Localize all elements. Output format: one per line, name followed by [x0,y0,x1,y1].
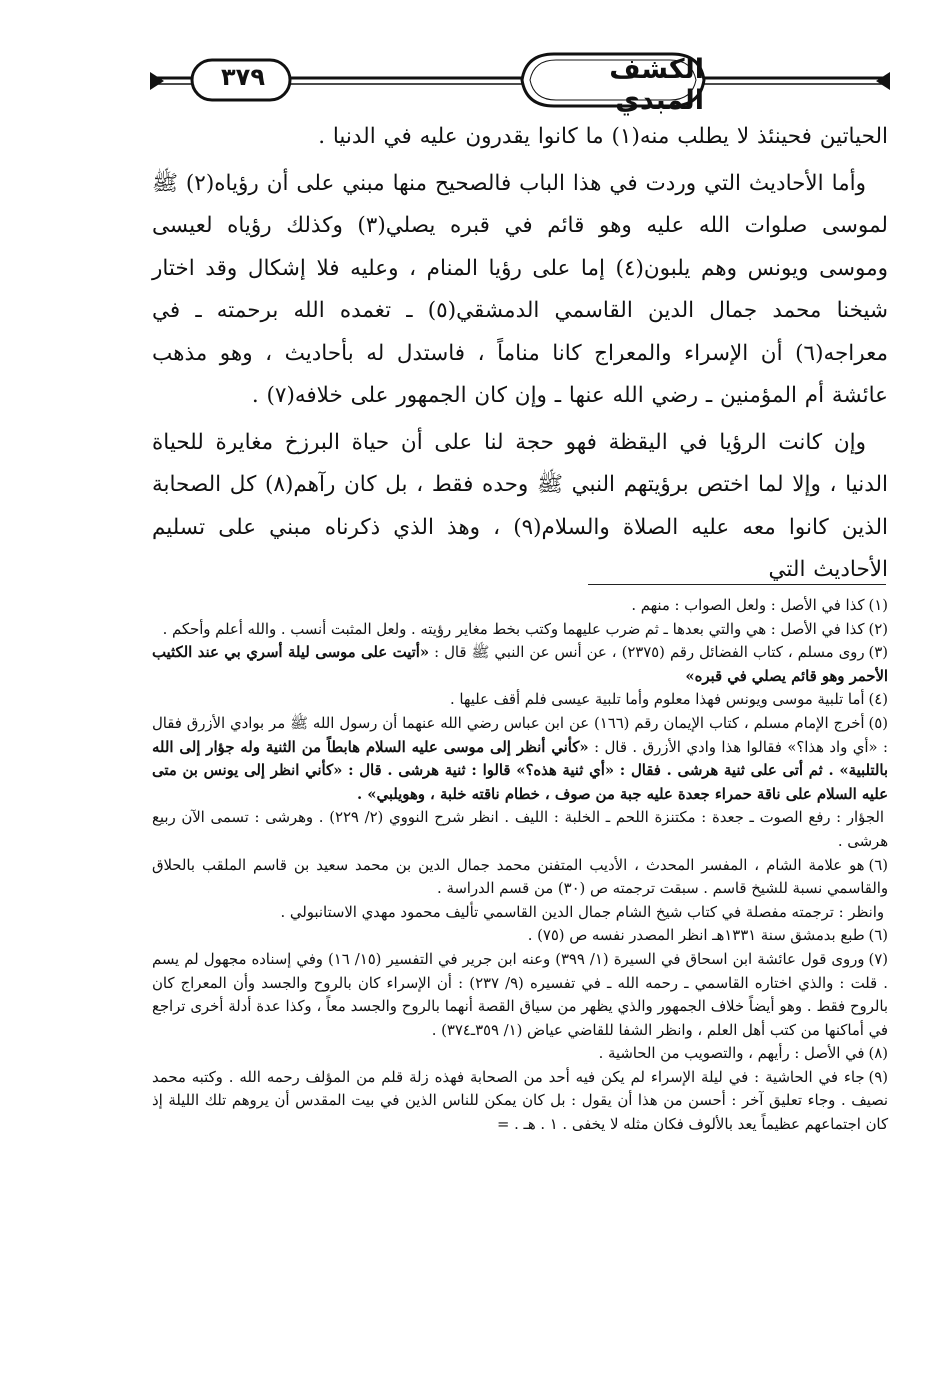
page-number: ٣٧٩ [221,63,265,91]
main-paragraph: وأما الأحاديث التي وردت في هذا الباب فالصحيح منها مبني على أن رؤياه(٢) ﷺ لموسى صلوات الله عليه وهو قائم في قبره يصلي(٣) وكذلك رؤياه لعيسى وموسى ويونس وهم يلبون(٤) إما على رؤيا المنام ، وعليه فلا إشكال وقد اختار شيخنا محمد جمال الدين القاسمي الدمشقي(٥) ـ تغمده الله برحمته ـ في معراجه(٦) أن الإسراء والمعراج كانا مناماً ، فاستدل له بأحاديث ، وهو مذهب عائشة أم المؤمنين ـ رضي الله عنها ـ وإن كان الجمهور على خلافه(٧) . [152,170,889,408]
footnote-number: (٨) [868,1045,888,1063]
footnote-quote: «كأني أنظر إلى موسى عليه السلام هابطاً من الثنية وله جؤار إلى الله بالتلبية» . ثم أتى على ثنية هرشى . فقال : «أي ثنية هذه؟» قالوا : ثنية هرشى . قال : «كأني انظر إلى يونس بن متى عليه السلام على ناقة حمراء جعدة عليه جبة من صوف ، خطام ناقته خلبة ، وهويلبي» . [152,738,888,803]
footnote-number: (٤) [868,691,888,709]
footnote-text: هو علامة الشام ، المفسر المحدث ، الأديب المتفنن محمد جمال الدين بن محمد سعيد بن قاسم الملقب بالحلاق والقاسمي نسبة للشيخ قاسم . سبقت ترجمته ص (٣٠) من قسم الدراسة . [152,856,888,898]
footnote [152,641,888,688]
footnote [152,1066,888,1137]
footnote-number: (٧) [868,950,888,968]
footnote-text: في الأصل : رأيهم ، والتصويب من الحاشية . [598,1045,865,1063]
footnote-text: طبع بدمشق سنة ١٣٣١هـ انظر المصدر نفسه ص (٧٥) . [527,927,865,945]
footnote-text: أما تلبية موسى ويونس فهذا معلوم وأما تلبية عيسى فلم أقف عليها . [449,691,865,709]
footnote-text: كذا في الأصل : هي والتي بعدها ـ ثم ضرب عليهما وكتب بخط مغاير رؤيته . ولعل المثبت أنسب . والله أعلم وأحكم . [162,620,865,638]
footnote-number: (٣) [868,644,888,662]
main-paragraph: الحياتين فحينئذ لا يطلب منه(١) ما كانوا يقدرون عليه في الدنيا . [318,124,888,149]
footnote-number: (٩) [868,1068,888,1086]
footnotes [152,594,888,1137]
footnote-text: جاء في الحاشية : في ليلة الإسراء لم يكن فيه أحد من الصحابة فهذه زلة قلم من المؤلف رحمه الله . وكتبه محمد نصيف . وجاء تعليق آخر : أحسن من هذا أن يقول : بل كان يمكن للناس الذين في بيت المقدس أن يروهم تلك الليلة إذ كان اجتماعهم عظيماً يعد بالألوف فكان مثله لا يخفى . ١ . هـ . = [152,1068,888,1134]
footnote [152,594,888,618]
footnote-text: وانظر : ترجمته مفصلة في كتاب شيخ الشام جمال الدين القاسمي تأليف محمود مهدي الاستانبولي . [280,903,884,921]
footnote-number: (٦) [868,927,888,945]
footnote [152,1042,888,1066]
footnote-number: (٥) [868,714,888,732]
footnote [152,618,888,642]
footnote [152,688,888,712]
footnote [152,854,888,901]
footnote-text: أخرج الإمام مسلم ، كتاب الإيمان رقم (١٦٦) عن ابن عباس رضي الله عنهما أن رسول الله ﷺ مر بوادي الأزرق فقال : «أي واد هذا؟» فقالوا هذا وادي الأزرق . قال : [152,714,888,756]
main-paragraph: وإن كانت الرؤيا في اليقظة فهو حجة لنا على أن حياة البرزخ مغايرة للحياة الدنيا ، وإلا لما اختص برؤيتهم النبي ﷺ وحده فقط ، بل كان رآهم(٨) كل الصحابة الذين كانوا معه عليه الصلاة والسلام(٩) ، وهذ الذي ذكرناه مبني على تسليم الأحاديث التي [152,429,889,582]
footnote-number: (١) [868,597,888,614]
footnote-divider [588,584,886,585]
footnote [152,806,888,853]
footnote [152,901,888,925]
footnote-text: روى مسلم ، كتاب الفضائل رقم (٢٣٧٥) ، عن أنس عن النبي ﷺ قال : [429,644,865,662]
footnote-text: الجؤار : رفع الصوت ـ جعدة : مكتنزة اللحم ـ الخلبة : الليف . انظر شرح النووي (٢/ ٢٢٩) . وهرشى : تسمى الآن ربيع هرشى . [152,809,888,850]
footnote-text: كذا في الأصل : ولعل الصواب : منهم . [631,597,865,614]
footnote-number: (٦) [868,856,888,874]
footnote [152,924,888,948]
footnote-quote: «أتيت على موسى ليلة أسري بي عند الكثيب الأحمر وهو قائم يصلي في قبره» [152,644,888,685]
footnote-text: وروى قول عائشة ابن اسحاق في السيرة (١/ ٣٩٩) وعنه ابن جرير في التفسير (١٥/ ١٦) وفي إسناده مجهول لم يسم . قلت : والذي اختاره القاسمي ـ رحمه الله ـ في تفسيره (٩/ ٢٣٧) : أن الإسراء كان بالروح والجسد وأن المعراج كان بالروح فقط . وهو أيضاً خلاف الجمهور والذي يظهر من سياق القصة أنهما بالروح والجسد معاً ، وكذا عدة أدلة أخرى تراجع في أماكنها من كتب أهل العلم ، وانظر الشفا للقاضي عياض (١/ ٣٥٩ـ٣٧٤) . [152,950,888,1039]
footnote-number: (٢) [868,620,888,638]
footnote [152,948,888,1042]
main-text [152,116,888,596]
book-title: الكشف المبدي [609,54,704,116]
footnote [152,712,888,806]
